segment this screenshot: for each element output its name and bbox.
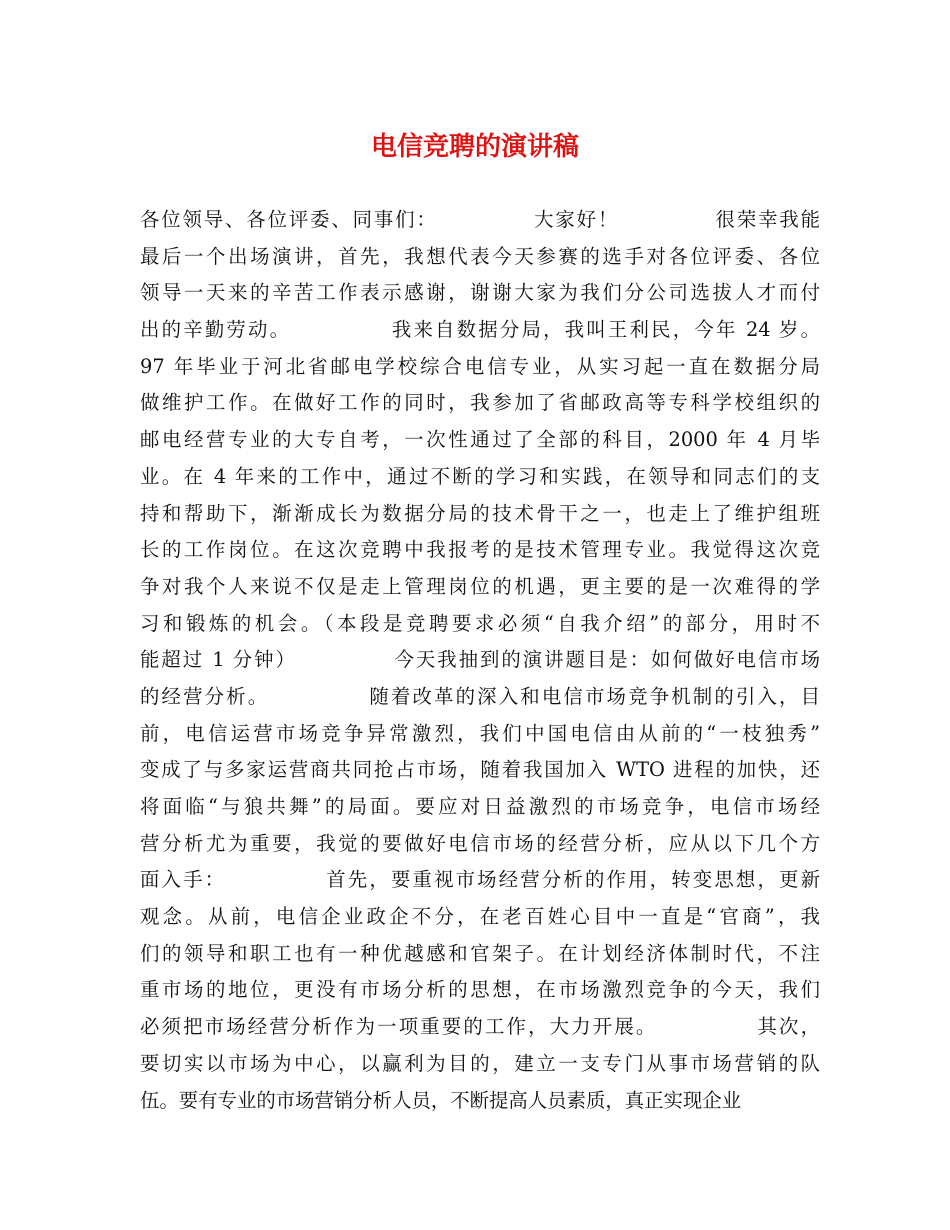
body-text-line: 面入手： 首先，要重视市场经营分析的作用，转变思想，更新 [140,868,820,892]
body-text-line: 将面临“与狼共舞”的局面。要应对日益激烈的市场竞争，电信市场经 [140,795,820,818]
body-text-line: 长的工作岗位。在这次竞聘中我报考的是技术管理专业。我觉得这次竞 [140,538,820,562]
body-text-line: 的经营分析。 随着改革的深入和电信市场竞争机制的引入，目 [140,684,820,708]
body-text-line: 做维护工作。在做好工作的同时，我参加了省邮政高等专科学校组织的 [140,391,820,415]
body-text-line: 持和帮助下，渐渐成长为数据分局的技术骨干之一，也走上了维护组班 [140,501,820,525]
body-text-line: 业。在 4 年来的工作中，通过不断的学习和实践，在领导和同志们的支 [140,464,820,488]
body-text-line: 要切实以市场为中心，以赢利为目的，建立一支专门从事市场营销的队 [140,1051,820,1075]
body-text-line: 伍。要有专业的市场营销分析人员，不断提高人员素质，真正实现企业 [140,1088,742,1112]
body-text-line: 营分析尤为重要，我觉的要做好电信市场的经营分析，应从以下几个方 [140,831,820,855]
body-text-line: 最后一个出场演讲，首先，我想代表今天参赛的选手对各位评委、各位 [140,244,820,268]
body-text-line: 能超过 1 分钟） 今天我抽到的演讲题目是：如何做好电信市场 [140,648,820,672]
body-text-line: 领导一天来的辛苦工作表示感谢，谢谢大家为我们分公司选拔人才而付 [140,281,820,305]
body-text-line: 各位领导、各位评委、同事们： 大家好！ 很荣幸我能 [140,208,820,231]
document-title: 电信竞聘的演讲稿 [370,132,579,162]
body-text-line: 观念。从前，电信企业政企不分，在老百姓心目中一直是“官商”，我 [140,905,820,929]
document-body [140,202,820,1119]
body-text-line: 们的领导和职工也有一种优越感和官架子。在计划经济体制时代，不注 [140,941,820,965]
body-text-line: 争对我个人来说不仅是走上管理岗位的机遇，更主要的是一次难得的学 [140,574,820,598]
body-text-line: 必须把市场经营分析作为一项重要的工作，大力开展。 其次， [140,1015,820,1039]
body-text-line: 前，电信运营市场竞争异常激烈，我们中国电信由从前的“一枝独秀” [140,721,820,745]
body-text-line: 变成了与多家运营商共同抢占市场，随着我国加入 WTO 进程的加快，还 [140,758,820,782]
body-text-line: 习和锻炼的机会。（本段是竞聘要求必须“自我介绍”的部分，用时不 [140,611,820,635]
body-text-line: 出的辛勤劳动。 我来自数据分局，我叫王利民，今年 24 岁。 [140,318,820,342]
body-text-line: 邮电经营专业的大专自考，一次性通过了全部的科目，2000 年 4 月毕 [140,428,820,452]
body-text-line: 重市场的地位，更没有市场分析的思想，在市场激烈竞争的今天，我们 [140,978,820,1002]
body-text-line: 97 年毕业于河北省邮电学校综合电信专业，从实习起一直在数据分局 [140,354,820,378]
